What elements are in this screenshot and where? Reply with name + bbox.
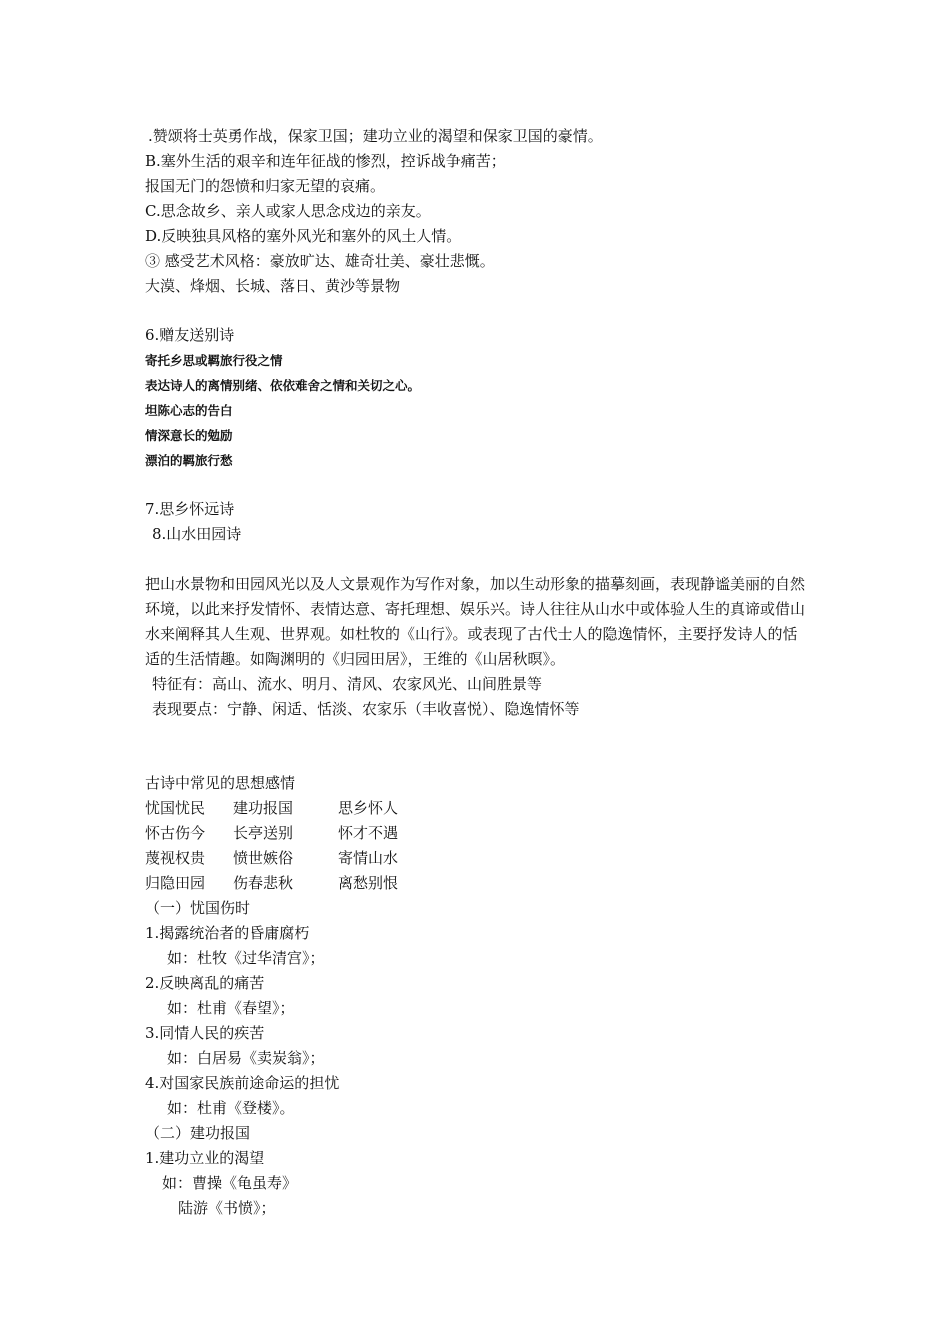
text-line: 特征有：高山、流水、明月、清风、农家风光、山间胜景等	[152, 675, 543, 693]
list-item-example: 陆游《书愤》；	[178, 1199, 276, 1217]
list-item-example: 如：杜牧《过华清宫》；	[167, 949, 325, 967]
grid-cell: 怀才不遇	[338, 824, 399, 842]
grid-cell: 怀古伤今	[145, 824, 206, 842]
list-item-title: 1.揭露统治者的昏庸腐朽	[145, 924, 310, 942]
body-paragraph: 把山水景物和田园风光以及人文景观作为写作对象，加以生动形象的描摹刻画，表现静谧美丽的自然环境，以此来抒发情怀、表情达意、寄托理想、娱乐兴。诗人往往从山水中或体验人生的真谛或借山水来阐释其人生观、世界观。如杜牧的《山行》。或表现了古代士人的隐逸情怀，主要抒发诗人的恬适的生活情趣。如陶渊明的《归园田居》，王维的《山居秋暝》。	[145, 575, 806, 668]
grid-cell: 伤春悲秋	[233, 874, 294, 892]
text-line: .赞颂将士英勇作战，保家卫国；建功立业的渴望和保家卫国的豪情。	[148, 127, 603, 145]
section-heading: （二）建功报国	[145, 1124, 251, 1142]
text-line: 报国无门的怨愤和归家无望的哀痛。	[145, 177, 386, 195]
list-item-title: 2.反映离乱的痛苦	[145, 974, 265, 992]
list-item-example: 如：杜甫《春望》；	[167, 999, 295, 1017]
list-item-title: 1.建功立业的渴望	[145, 1149, 265, 1167]
grid-cell: 离愁别恨	[338, 874, 399, 892]
section-heading: 8.山水田园诗	[152, 525, 242, 543]
grid-cell: 蔑视权贵	[145, 849, 206, 867]
grid-cell: 长亭送别	[233, 824, 294, 842]
text-line: D.反映独具风格的塞外风光和塞外的风土人情。	[145, 227, 462, 245]
list-item-title: 3.同情人民的疾苦	[145, 1024, 265, 1042]
grid-cell: 建功报国	[233, 799, 294, 817]
list-item: 表达诗人的离情别绪、依依难舍之情和关切之心。	[145, 378, 421, 393]
grid-cell: 寄情山水	[338, 849, 399, 867]
list-item-example: 如：杜甫《登楼》。	[167, 1099, 295, 1117]
list-item: 寄托乡思或羁旅行役之情	[145, 353, 283, 368]
section-heading: （一）忧国伤时	[145, 899, 251, 917]
list-item-title: 4.对国家民族前途命运的担忧	[145, 1074, 340, 1092]
section-heading: 6.赠友送别诗	[145, 326, 235, 344]
text-line: C.思念故乡、亲人或家人思念戍边的亲友。	[145, 202, 431, 220]
list-item: 漂泊的羁旅行愁	[145, 453, 233, 468]
text-line: 大漠、烽烟、长城、落日、黄沙等景物	[145, 277, 401, 295]
list-item: 坦陈心志的告白	[145, 403, 233, 418]
list-item-example: 如：曹操《龟虽寿》	[162, 1174, 298, 1192]
text-line: 表现要点：宁静、闲适、恬淡、农家乐（丰收喜悦）、隐逸情怀等	[152, 700, 580, 718]
text-line: ③ 感受艺术风格：豪放旷达、雄奇壮美、豪壮悲慨。	[145, 252, 495, 270]
text-line: B.塞外生活的艰辛和连年征战的惨烈，控诉战争痛苦；	[145, 152, 506, 170]
grid-cell: 思乡怀人	[338, 799, 399, 817]
grid-cell: 愤世嫉俗	[233, 849, 294, 867]
grid-cell: 忧国忧民	[145, 799, 206, 817]
list-item-example: 如：白居易《卖炭翁》；	[167, 1049, 325, 1067]
list-item: 情深意长的勉励	[145, 428, 233, 443]
section-heading: 7.思乡怀远诗	[145, 500, 235, 518]
section-heading: 古诗中常见的思想感情	[145, 774, 296, 792]
grid-cell: 归隐田园	[145, 874, 206, 892]
